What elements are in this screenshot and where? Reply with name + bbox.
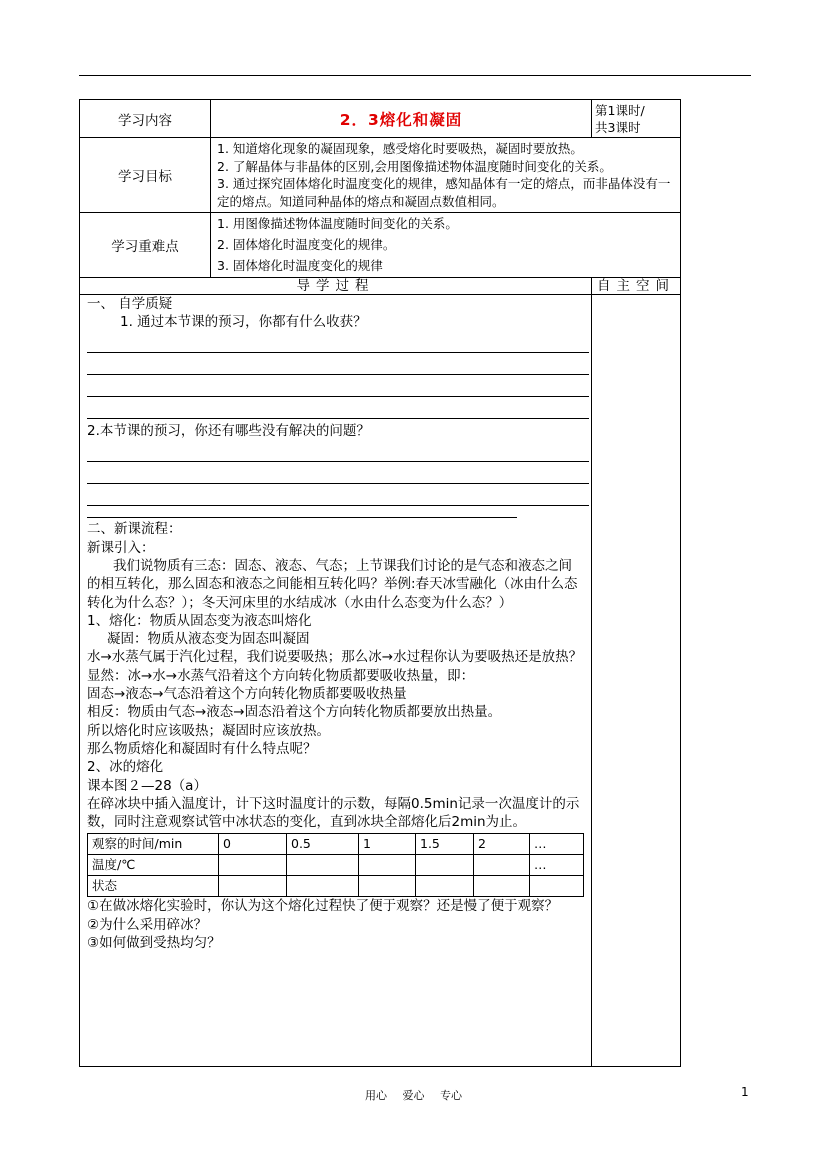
key-point-item: 2. 固体熔化时温度变化的规律。 <box>217 236 396 252</box>
page-footer: 用心 爱心 专心 <box>365 1089 462 1102</box>
question-crushed-ice: ②为什么采用碎冰？ <box>87 916 208 933</box>
page-number: 1 <box>741 1085 749 1099</box>
table-cell: 1 <box>359 834 416 855</box>
page-title: 2．3熔化和凝固 <box>211 100 592 138</box>
freezing-definition: 凝固：物质从液态变为固态叫凝固 <box>107 631 310 648</box>
paragraph: 那么物质熔化和凝固时有什么特点呢？ <box>87 740 317 757</box>
key-points-list <box>211 213 681 278</box>
table-cell <box>416 876 474 897</box>
table-cell <box>219 876 287 897</box>
section1-title: 一、 自学质疑 <box>87 295 173 312</box>
subsection-title: 2、冰的熔化 <box>87 759 164 776</box>
paragraph: 在碎冰块中插入温度计，计下这时温度计的示数，每隔0.5min记录一次温度计的示数，同时注意观察试管中冰状态的变化，直到冰块全部熔化后2min为止。 <box>87 795 580 831</box>
free-space-area <box>592 294 681 1066</box>
table-cell <box>359 855 416 876</box>
goals-label: 学习目标 <box>80 138 211 213</box>
table-row <box>88 855 584 876</box>
table-cell: 1.5 <box>416 834 474 855</box>
answer-line <box>87 462 589 484</box>
table-cell: … <box>530 855 584 876</box>
question-1: 1. 通过本节课的预习，你都有什么收获？ <box>120 313 367 330</box>
process-content <box>87 295 583 953</box>
table-cell <box>219 855 287 876</box>
lesson-line-1: 第1课时/ <box>595 102 645 118</box>
table-cell <box>287 876 359 897</box>
table-row <box>88 834 584 855</box>
question-2: 2.本节课的预习，你还有哪些没有解决的问题？ <box>87 423 370 440</box>
goals-list <box>211 138 681 213</box>
content-label: 学习内容 <box>80 100 211 138</box>
lesson-plan-table <box>79 99 681 1067</box>
paragraph: 水→水蒸气属于汽化过程，我们说要吸热；那么冰→水过程你认为要吸热还是放热？ <box>87 649 583 666</box>
table-row <box>88 876 584 897</box>
header-rule <box>79 75 751 76</box>
figure-reference: 课本图２—28（a） <box>87 777 207 794</box>
table-cell: 0 <box>219 834 287 855</box>
answer-line <box>87 375 589 397</box>
table-cell <box>474 876 530 897</box>
key-point-item: 3. 固体熔化时温度变化的规律 <box>217 258 383 273</box>
question-fast-slow: ①在做冰熔化实验时，你认为这个熔化过程快了便于观察？还是慢了便于观察？ <box>87 898 559 915</box>
table-cell: 状态 <box>88 876 219 897</box>
paragraph: 相反：物质由气态→液态→固态沿着这个方向转化物质都要放出热量。 <box>87 704 502 721</box>
key-points-label: 学习重难点 <box>80 213 211 278</box>
goal-item: 1. 知道熔化现象的凝固现象，感受熔化时要吸热，凝固时要放热。 <box>217 141 583 156</box>
table-cell <box>474 855 530 876</box>
free-space-header: 自主空间 <box>592 277 681 294</box>
answer-line-short <box>87 506 517 518</box>
table-cell <box>287 855 359 876</box>
table-cell: … <box>530 834 584 855</box>
answer-line <box>87 484 589 506</box>
table-cell <box>359 876 416 897</box>
answer-line <box>87 353 589 375</box>
answer-line <box>87 397 589 419</box>
table-cell: 2 <box>474 834 530 855</box>
section2-title: 二、新课流程： <box>87 521 182 538</box>
goal-item: 3. 通过探究固体熔化时温度变化的规律，感知晶体有一定的熔点，而非晶体没有一定的熔点。知道同种晶体的熔点和凝固点数值相同。 <box>217 176 671 209</box>
answer-line <box>87 440 589 462</box>
table-cell: 观察的时间/min <box>88 834 219 855</box>
question-even-heating: ③如何做到受热均匀？ <box>87 935 221 952</box>
table-cell: 0.5 <box>287 834 359 855</box>
process-header: 导学过程 <box>80 277 592 294</box>
table-cell <box>416 855 474 876</box>
lesson-count <box>592 100 681 138</box>
paragraph: 显然：冰→水→水蒸气沿着这个方向转化物质都要吸收热量，即： <box>87 667 475 684</box>
melting-definition: 1、熔化：物质从固态变为液态叫熔化 <box>87 612 312 629</box>
key-point-item: 1. 用图像描述物体温度随时间变化的关系。 <box>217 216 458 231</box>
answer-line <box>87 331 589 353</box>
intro-text: 我们说物质有三态：固态、液态、气态；上节课我们讨论的是气态和液态之间的相互转化，那么固态和液态之间能相互转化吗？举例:春天冰雪融化（冰由什么态转化为什么态？）；冬天河床里的水结成冰（水由什么态变为什么态？） <box>87 557 578 611</box>
process-body <box>80 294 592 1066</box>
paragraph: 所以熔化时应该吸热；凝固时应该放热。 <box>87 722 330 739</box>
intro-label: 新课引入： <box>87 539 155 556</box>
table-cell <box>530 876 584 897</box>
observation-table <box>87 833 584 897</box>
lesson-line-2: 共3课时 <box>595 119 641 135</box>
goal-item: 2. 了解晶体与非晶体的区别,会用图像描述物体温度随时间变化的关系。 <box>217 158 612 174</box>
paragraph: 固态→液态→气态沿着这个方向转化物质都要吸收热量 <box>87 686 407 703</box>
table-cell: 温度/℃ <box>88 855 219 876</box>
